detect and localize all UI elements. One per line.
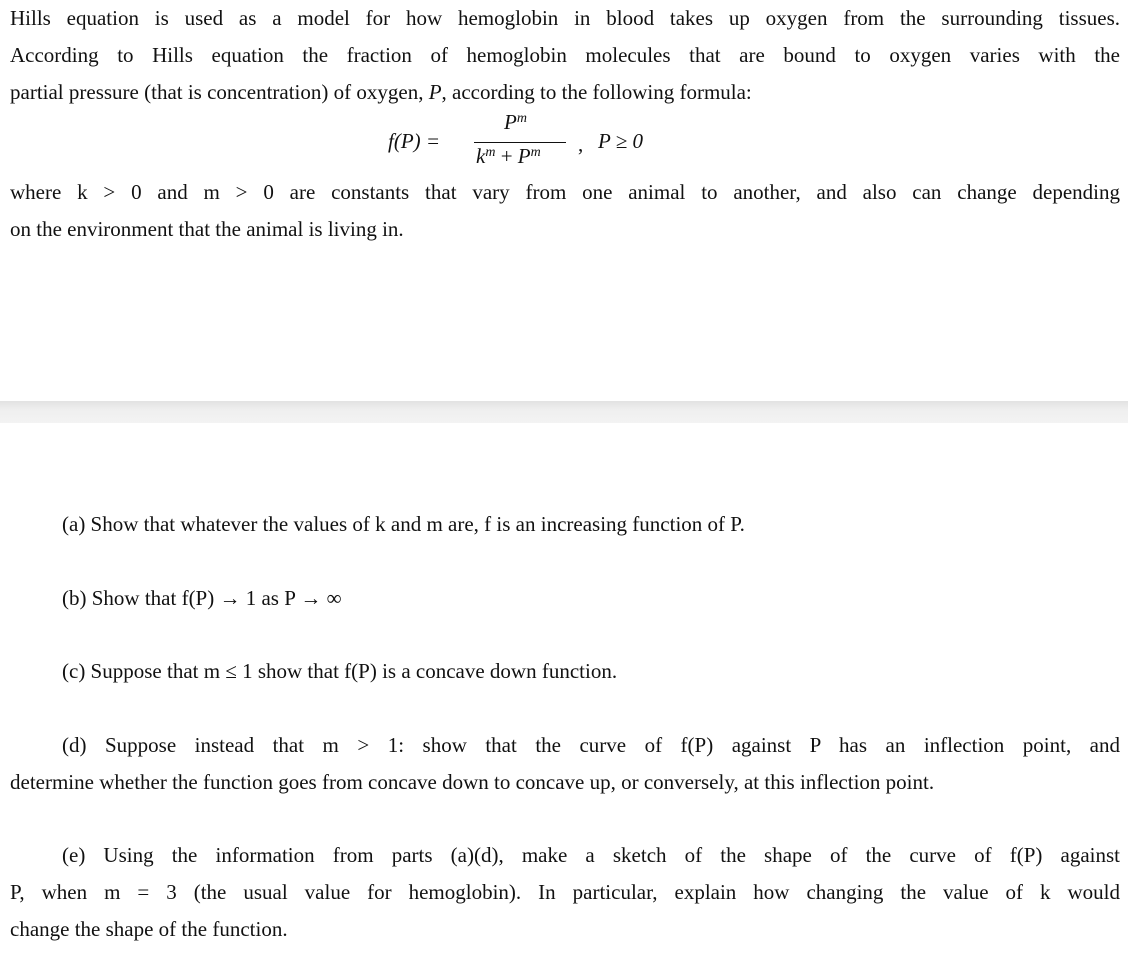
question-c-text: (c) Suppose that m ≤ 1 show that f(P) is a concave down function. <box>62 659 618 683</box>
constants-description <box>10 174 1120 248</box>
formula-comma: , <box>578 132 584 156</box>
problem-intro <box>10 0 1120 111</box>
where-line-2: on the environment that the animal is living in. <box>10 217 404 241</box>
question-d-line-2: determine whether the function goes from concave down to concave up, or conversely, at this inflection point. <box>10 770 935 794</box>
question-b-text: (b) Show that f(P) → 1 as P → ∞ <box>62 586 342 610</box>
where-line-1: where k > 0 and m > 0 are constants that vary from one animal to another, and also can change depending <box>10 180 1120 204</box>
question-e-line-1: (e) Using the information from parts (a)(d), make a sketch of the shape of the curve of f(P) against <box>62 843 1120 867</box>
intro-line-3 <box>10 74 1120 111</box>
formula-lhs: f(P) = <box>388 129 441 153</box>
formula-denominator: $k^m + P^m$ <box>476 144 541 168</box>
question-c <box>10 653 1120 690</box>
fraction-bar <box>474 142 566 143</box>
intro-line-2: According to Hills equation the fraction of hemoglobin molecules that are bound to oxygen varies with the <box>10 43 1120 67</box>
intro-line-3-end: , according to the following formula: <box>441 80 752 104</box>
question-d-line-1: (d) Suppose instead that m > 1: show that the curve of f(P) against P has an inflection point, and <box>62 733 1120 757</box>
question-b <box>10 580 1120 617</box>
intro-paragraph <box>10 0 1120 111</box>
question-e-line-3: change the shape of the function. <box>10 917 288 941</box>
question-a <box>10 506 1120 543</box>
intro-line-1: Hills equation is used as a model for how hemoglobin in blood takes up oxygen from the surrounding tissues. <box>10 6 1120 30</box>
section-divider <box>0 401 1128 423</box>
question-a-text: (a) Show that whatever the values of k and m are, f is an increasing function of P. <box>62 512 745 536</box>
formula-numerator: $P^m$ <box>504 110 527 134</box>
intro-line-3-start: partial pressure (that is concentration) of oxygen, <box>10 80 424 104</box>
question-e <box>10 837 1120 948</box>
question-d <box>10 727 1120 801</box>
pressure-variable: P <box>428 80 442 104</box>
question-e-line-2: P, when m = 3 (the usual value for hemoglobin). In particular, explain how changing the value of k would <box>10 880 1120 904</box>
formula-condition: P ≥ 0 <box>598 129 643 153</box>
